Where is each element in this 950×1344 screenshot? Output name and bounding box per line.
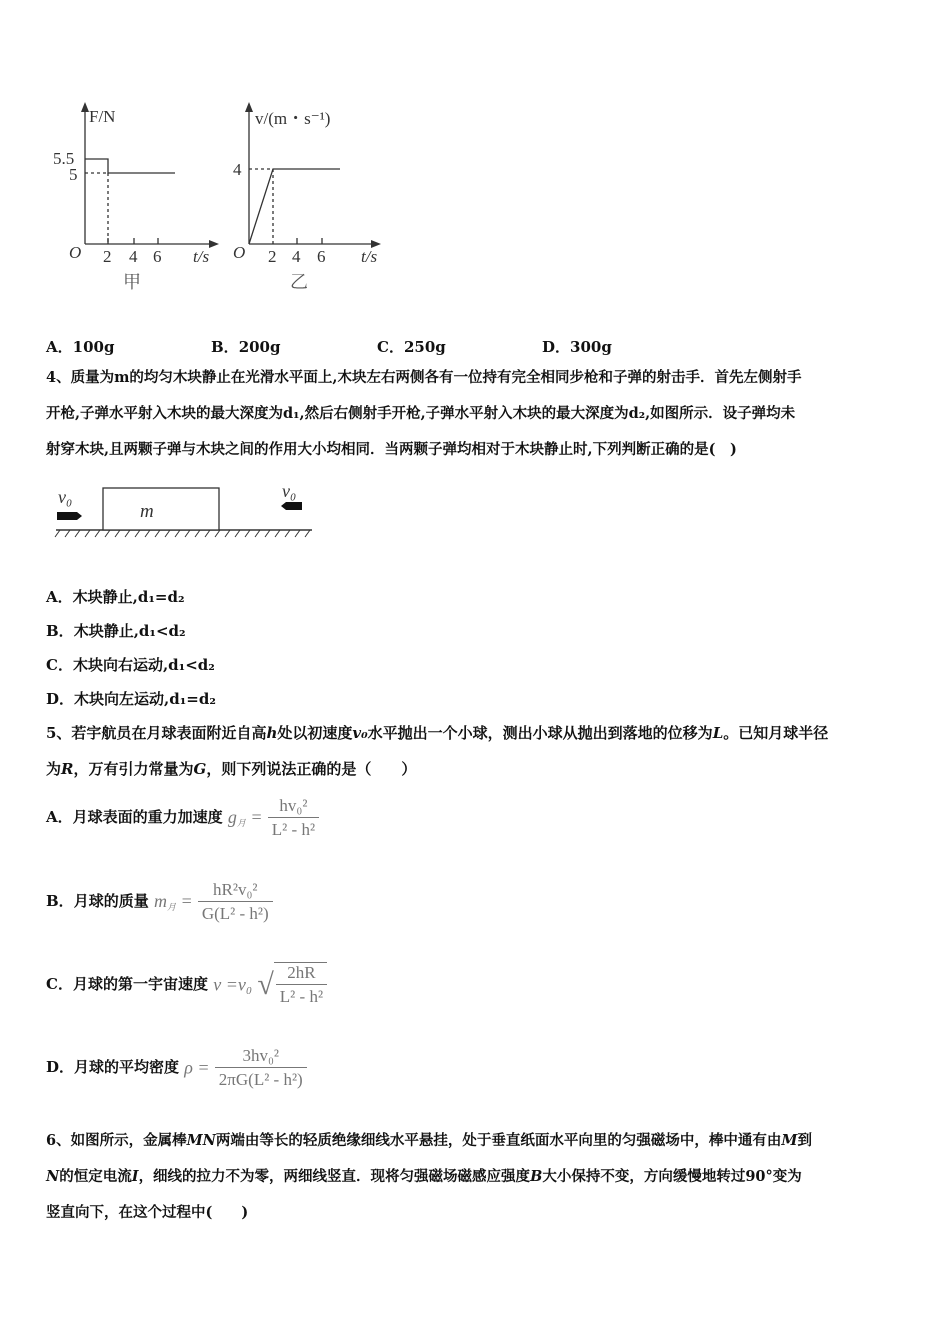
q5-option-c[interactable] xyxy=(46,962,327,1007)
option-letter: C． xyxy=(46,975,73,993)
formula-lhs: $m_月$ = xyxy=(153,891,193,912)
option-letter: A． xyxy=(46,808,73,826)
option-text: 月球的质量 xyxy=(73,892,149,910)
y-axis-label: v/(m・s⁻¹) xyxy=(255,109,331,128)
q6-line: 6、如图所示，金属棒MN两端由等长的轻质绝缘细线水平悬挂，处于垂直纸面水平向里的匀强磁场中，棒中通有由M到 xyxy=(46,1132,812,1149)
x-axis-label: t/s xyxy=(361,247,378,266)
q6-line: N的恒定电流I，细线的拉力不为零，两细线竖直．现将匀强磁场磁感应强度B大小保持不变，方向缓慢地转过90°变为 xyxy=(46,1168,802,1185)
option-letter: C． xyxy=(46,656,73,674)
option-letter: D． xyxy=(46,1058,75,1076)
right-bullet-icon xyxy=(281,502,302,510)
y-tick-label: 5 xyxy=(69,165,78,184)
right-velocity-label: v₀ xyxy=(282,482,297,501)
origin-label: O xyxy=(233,243,246,262)
q6-line: 竖直向下，在这个过程中( ) xyxy=(46,1204,249,1221)
q5-option-d[interactable] xyxy=(46,1046,307,1090)
left-velocity-label: v₀ xyxy=(58,487,73,507)
q4-stem xyxy=(46,360,916,468)
figure-caption: 甲 xyxy=(123,272,141,292)
option-text: 月球的第一宇宙速度 xyxy=(72,975,208,993)
q6-stem xyxy=(46,1123,916,1231)
q3-option-d[interactable] xyxy=(542,336,612,357)
origin-label: O xyxy=(69,243,82,262)
q5-option-b[interactable] xyxy=(46,880,273,924)
x-tick-label: 6 xyxy=(153,247,162,266)
q3-option-c[interactable] xyxy=(377,336,446,357)
x-tick-label: 2 xyxy=(268,247,277,266)
q4-line: 射穿木块,且两颗子弹与木块之间的作用大小均相同．当两颗子弹均相对于木块静止时,下列判断正确的是( ) xyxy=(46,441,737,458)
option-text: 300g xyxy=(570,338,612,356)
y-arrow-icon xyxy=(81,102,89,112)
y-tick-label: 4 xyxy=(233,160,242,179)
formula-lhs: v =v₀ xyxy=(213,974,253,995)
formula-lhs: ρ = xyxy=(184,1057,210,1078)
x-tick-label: 2 xyxy=(103,247,112,266)
force-line xyxy=(85,159,175,173)
y-axis-label: F/N xyxy=(89,107,116,126)
sqrt-sign-icon: √ xyxy=(257,968,274,1001)
x-axis-label: t/s xyxy=(193,247,210,266)
option-text: 木块静止,d₁<d₂ xyxy=(73,622,186,640)
y-tick-label: 5.5 xyxy=(53,149,75,168)
ground-hatching xyxy=(55,530,310,537)
q5-stem xyxy=(46,715,916,787)
option-letter: B． xyxy=(46,622,74,640)
formula-lhs: $g_月$ = xyxy=(227,807,263,828)
q3-option-b[interactable] xyxy=(211,336,281,357)
option-text: 月球表面的重力加速度 xyxy=(72,808,223,826)
option-text: 200g xyxy=(238,338,281,356)
q5-option-a[interactable] xyxy=(46,796,319,840)
q5-line: 5、若宇航员在月球表面附近自高h处以初速度v₀水平抛出一个小球，测出小球从抛出到落地的位移为L。已知月球半径 xyxy=(46,724,829,742)
q4-option-d[interactable] xyxy=(46,688,216,709)
q4-option-b[interactable] xyxy=(46,620,186,641)
option-letter: D． xyxy=(46,690,75,708)
figure-yi-graph xyxy=(225,98,425,298)
figure-caption: 乙 xyxy=(290,272,308,292)
q4-line: 开枪,子弹水平射入木块的最大深度为d₁,然后右侧射手开枪,子弹水平射入木块的最大深度为d₂,如图所示．设子弹均未 xyxy=(46,405,796,422)
x-tick-label: 6 xyxy=(317,247,326,266)
q5-line: 为R，万有引力常量为G，则下列说法正确的是（ ） xyxy=(46,760,417,778)
wooden-block xyxy=(103,488,219,530)
option-text: 250g xyxy=(403,338,446,356)
formula-fraction: $\frac{\text{hv₀²}}{\text{L² - h²}}$ xyxy=(268,796,319,840)
option-text: 100g xyxy=(72,338,115,356)
y-arrow-icon xyxy=(245,102,253,112)
q3-option-a[interactable] xyxy=(46,336,114,357)
velocity-line xyxy=(249,169,340,244)
option-text: 木块静止,d₁=d₂ xyxy=(72,588,185,606)
option-text: 木块向右运动,d₁<d₂ xyxy=(72,656,215,674)
figure-jia-graph xyxy=(45,98,225,298)
q4-option-c[interactable] xyxy=(46,654,215,675)
q4-block-figure xyxy=(50,482,320,544)
x-arrow-icon xyxy=(209,240,219,248)
option-letter: C． xyxy=(377,338,404,356)
left-bullet-icon xyxy=(57,512,82,520)
sqrt-body: $\frac{2hR}{\text{L² - h²}}$ xyxy=(274,962,327,1007)
option-letter: D． xyxy=(542,338,571,356)
formula-fraction: $\frac{\text{hR²v₀²}}{\text{G(L² - h²)}}$ xyxy=(198,880,273,924)
option-text: 月球的平均密度 xyxy=(74,1058,180,1076)
q4-line: 4、质量为m的均匀木块静止在光滑水平面上,木块左右两侧各有一位持有完全相同步枪和子弹的射击手．首先左侧射手 xyxy=(46,369,802,386)
option-letter: A． xyxy=(46,588,73,606)
option-text: 木块向左运动,d₁=d₂ xyxy=(74,690,216,708)
x-tick-label: 4 xyxy=(129,247,138,266)
x-tick-label: 4 xyxy=(292,247,301,266)
q4-option-a[interactable] xyxy=(46,586,185,607)
block-mass-label: m xyxy=(140,501,154,522)
option-letter: A． xyxy=(46,338,73,356)
option-letter: B． xyxy=(211,338,239,356)
option-letter: B． xyxy=(46,892,74,910)
formula-fraction: $\frac{\text{3hv₀²}}{\text{2πG(L² - h²)}}$ xyxy=(215,1046,307,1090)
